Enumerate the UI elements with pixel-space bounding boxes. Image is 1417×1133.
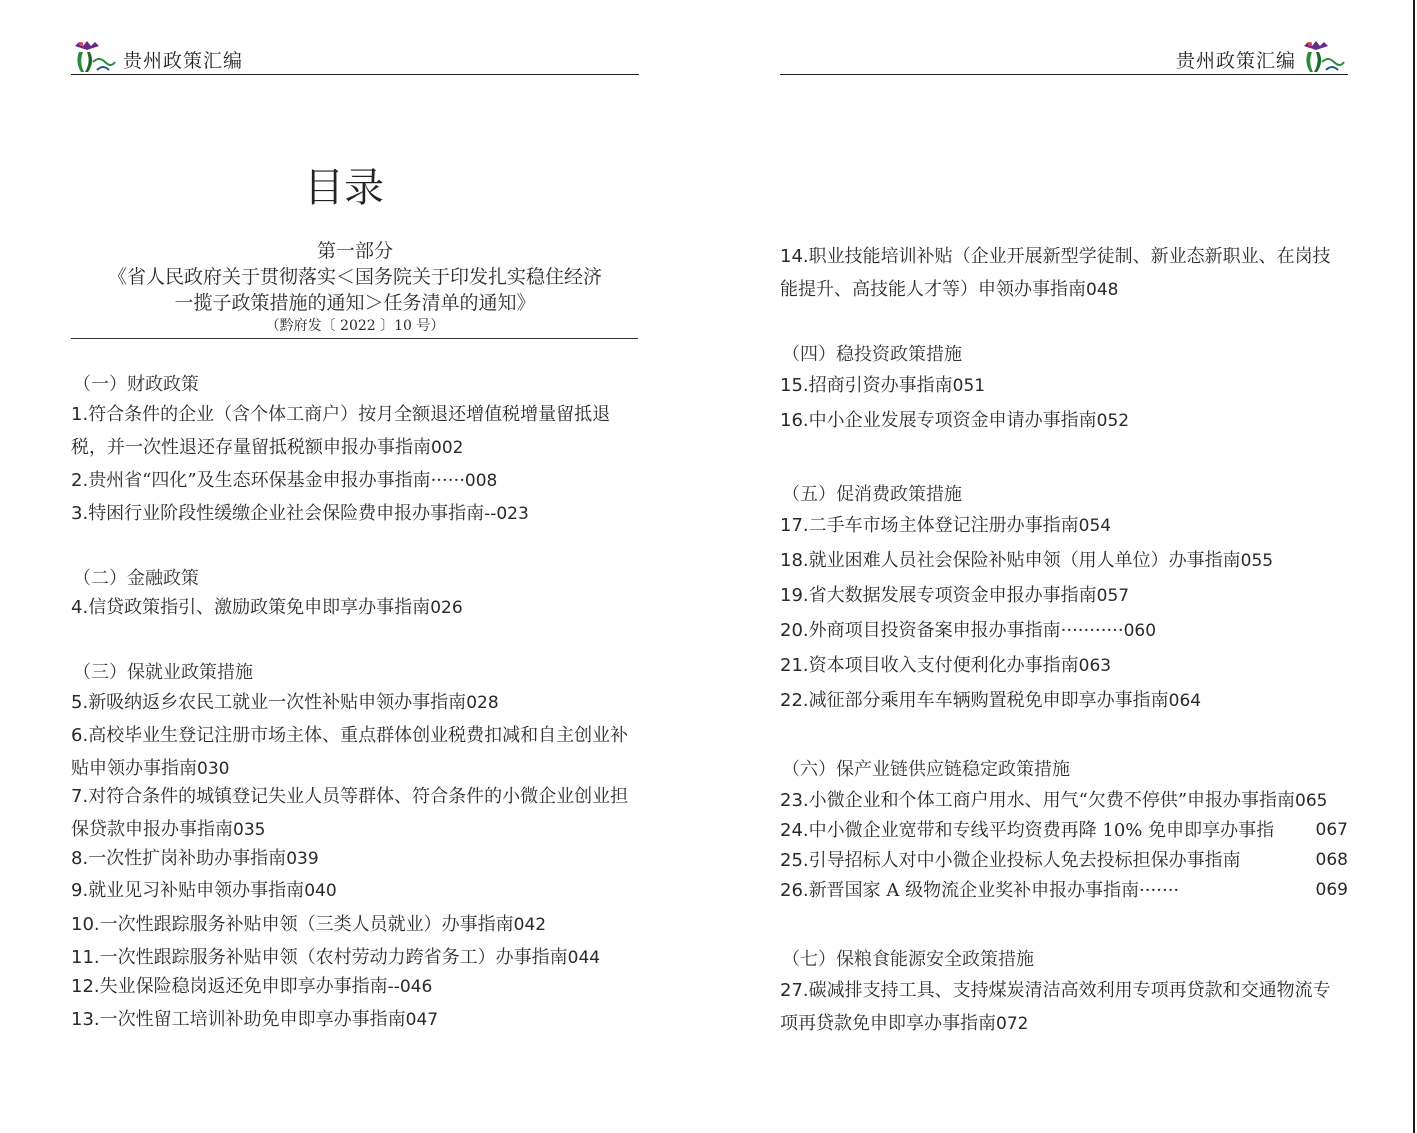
toc-entry[interactable]: 6.高校毕业生登记注册市场主体、重点群体创业税费扣减和自主创业补贴申领办事指南030	[71, 725, 629, 779]
toc-entry[interactable]: 24.中小微企业宽带和专线平均资费再降 10% 免申即享办事指 067	[780, 820, 1348, 841]
page-edge	[1413, 0, 1415, 1133]
section-heading: （七）保粮食能源安全政策措施	[782, 949, 1034, 970]
left-page	[0, 0, 708, 1133]
toc-entry[interactable]: 13.一次性留工培训补助免申即享办事指南047	[71, 1009, 439, 1030]
page-header	[71, 40, 639, 75]
toc-entry[interactable]: 12.失业保险稳岗返还免申即享办事指南--046	[71, 976, 433, 997]
toc-entry[interactable]: 22.减征部分乘用车车辆购置税免申即享办事指南064	[780, 690, 1202, 711]
toc-entry[interactable]: 4.信贷政策指引、激励政策免申即享办事指南026	[71, 597, 463, 618]
doc-title-line1: 《省人民政府关于贯彻落实＜国务院关于印发扎实稳住经济	[107, 266, 602, 288]
section-heading: （五）促消费政策措施	[782, 484, 962, 505]
section-heading: （三）保就业政策措施	[73, 662, 253, 683]
toc-entry[interactable]: 21.资本项目收入支付便利化办事指南063	[780, 655, 1112, 676]
toc-entry[interactable]: 20.外商项目投资备案申报办事指南···········060	[780, 620, 1157, 641]
section-heading: （六）保产业链供应链稳定政策措施	[782, 759, 1070, 780]
toc-entry[interactable]: 3.特困行业阶段性缓缴企业社会保险费申报办事指南--023	[71, 503, 529, 524]
logo-icon	[71, 40, 117, 74]
toc-entry[interactable]: 27.碳减排支持工具、支持煤炭清洁高效利用专项再贷款和交通物流专项再贷款免申即享办事指南072	[780, 980, 1331, 1034]
header-title: 贵州政策汇编	[123, 50, 244, 72]
right-page	[709, 0, 1417, 1133]
toc-entry[interactable]: 5.新吸纳返乡农民工就业一次性补贴申领办事指南028	[71, 692, 499, 713]
toc-entry[interactable]: 17.二手车市场主体登记注册办事指南054	[780, 515, 1112, 536]
doc-title-line2: 一揽子政策措施的通知＞任务清单的通知》	[174, 292, 536, 314]
toc-entry[interactable]: 8.一次性扩岗补助办事指南039	[71, 848, 319, 869]
section-heading: （四）稳投资政策措施	[782, 344, 962, 365]
toc-entry[interactable]: 18.就业困难人员社会保险补贴申领（用人单位）办事指南055	[780, 550, 1274, 571]
toc-entry[interactable]: 25.引导招标人对中小微企业投标人免去投标担保办事指南 068	[780, 850, 1348, 871]
toc-entry[interactable]: 16.中小企业发展专项资金申请办事指南052	[780, 410, 1130, 431]
toc-entry[interactable]: 11.一次性跟踪服务补贴申领（农村劳动力跨省务工）办事指南044	[71, 947, 601, 968]
part-name: 第一部分	[316, 240, 393, 262]
toc-entry[interactable]: 2.贵州省“四化”及生态环保基金申报办事指南······008	[71, 470, 498, 491]
doc-number: （黔府发〔 2022 〕10 号）	[265, 318, 445, 334]
page-header	[780, 40, 1348, 75]
toc-entry[interactable]: 7.对符合条件的城镇登记失业人员等群体、符合条件的小微企业创业担保贷款申报办事指南035	[71, 786, 629, 840]
toc-entry[interactable]: 14.职业技能培训补贴（企业开展新型学徒制、新业态新职业、在岗技能提升、高技能人才等）申领办事指南048	[780, 246, 1331, 300]
logo-icon	[1300, 40, 1346, 74]
toc-entry[interactable]: 10.一次性跟踪服务补贴申领（三类人员就业）办事指南042	[71, 914, 547, 935]
toc-entry[interactable]: 19.省大数据发展专项资金申报办事指南057	[780, 585, 1130, 606]
toc-entry[interactable]: 15.招商引资办事指南051	[780, 375, 986, 396]
toc-entry[interactable]: 1.符合条件的企业（含个体工商户）按月全额退还增值税增量留抵退税，并一次性退还存量留抵税额申报办事指南002	[71, 404, 611, 458]
section-heading: （二）金融政策	[73, 568, 199, 589]
toc-title: 目录	[304, 165, 384, 211]
toc-entry[interactable]: 23.小微企业和个体工商户用水、用气“欠费不停供”申报办事指南065	[780, 790, 1328, 811]
part-heading	[71, 238, 639, 336]
divider	[71, 338, 638, 339]
header-title: 贵州政策汇编	[1176, 50, 1297, 72]
toc-entry[interactable]: 26.新晋国家 A 级物流企业奖补申报办事指南······· 069	[780, 880, 1348, 901]
toc-entry[interactable]: 9.就业见习补贴申领办事指南040	[71, 880, 337, 901]
section-heading: （一）财政政策	[73, 374, 199, 395]
